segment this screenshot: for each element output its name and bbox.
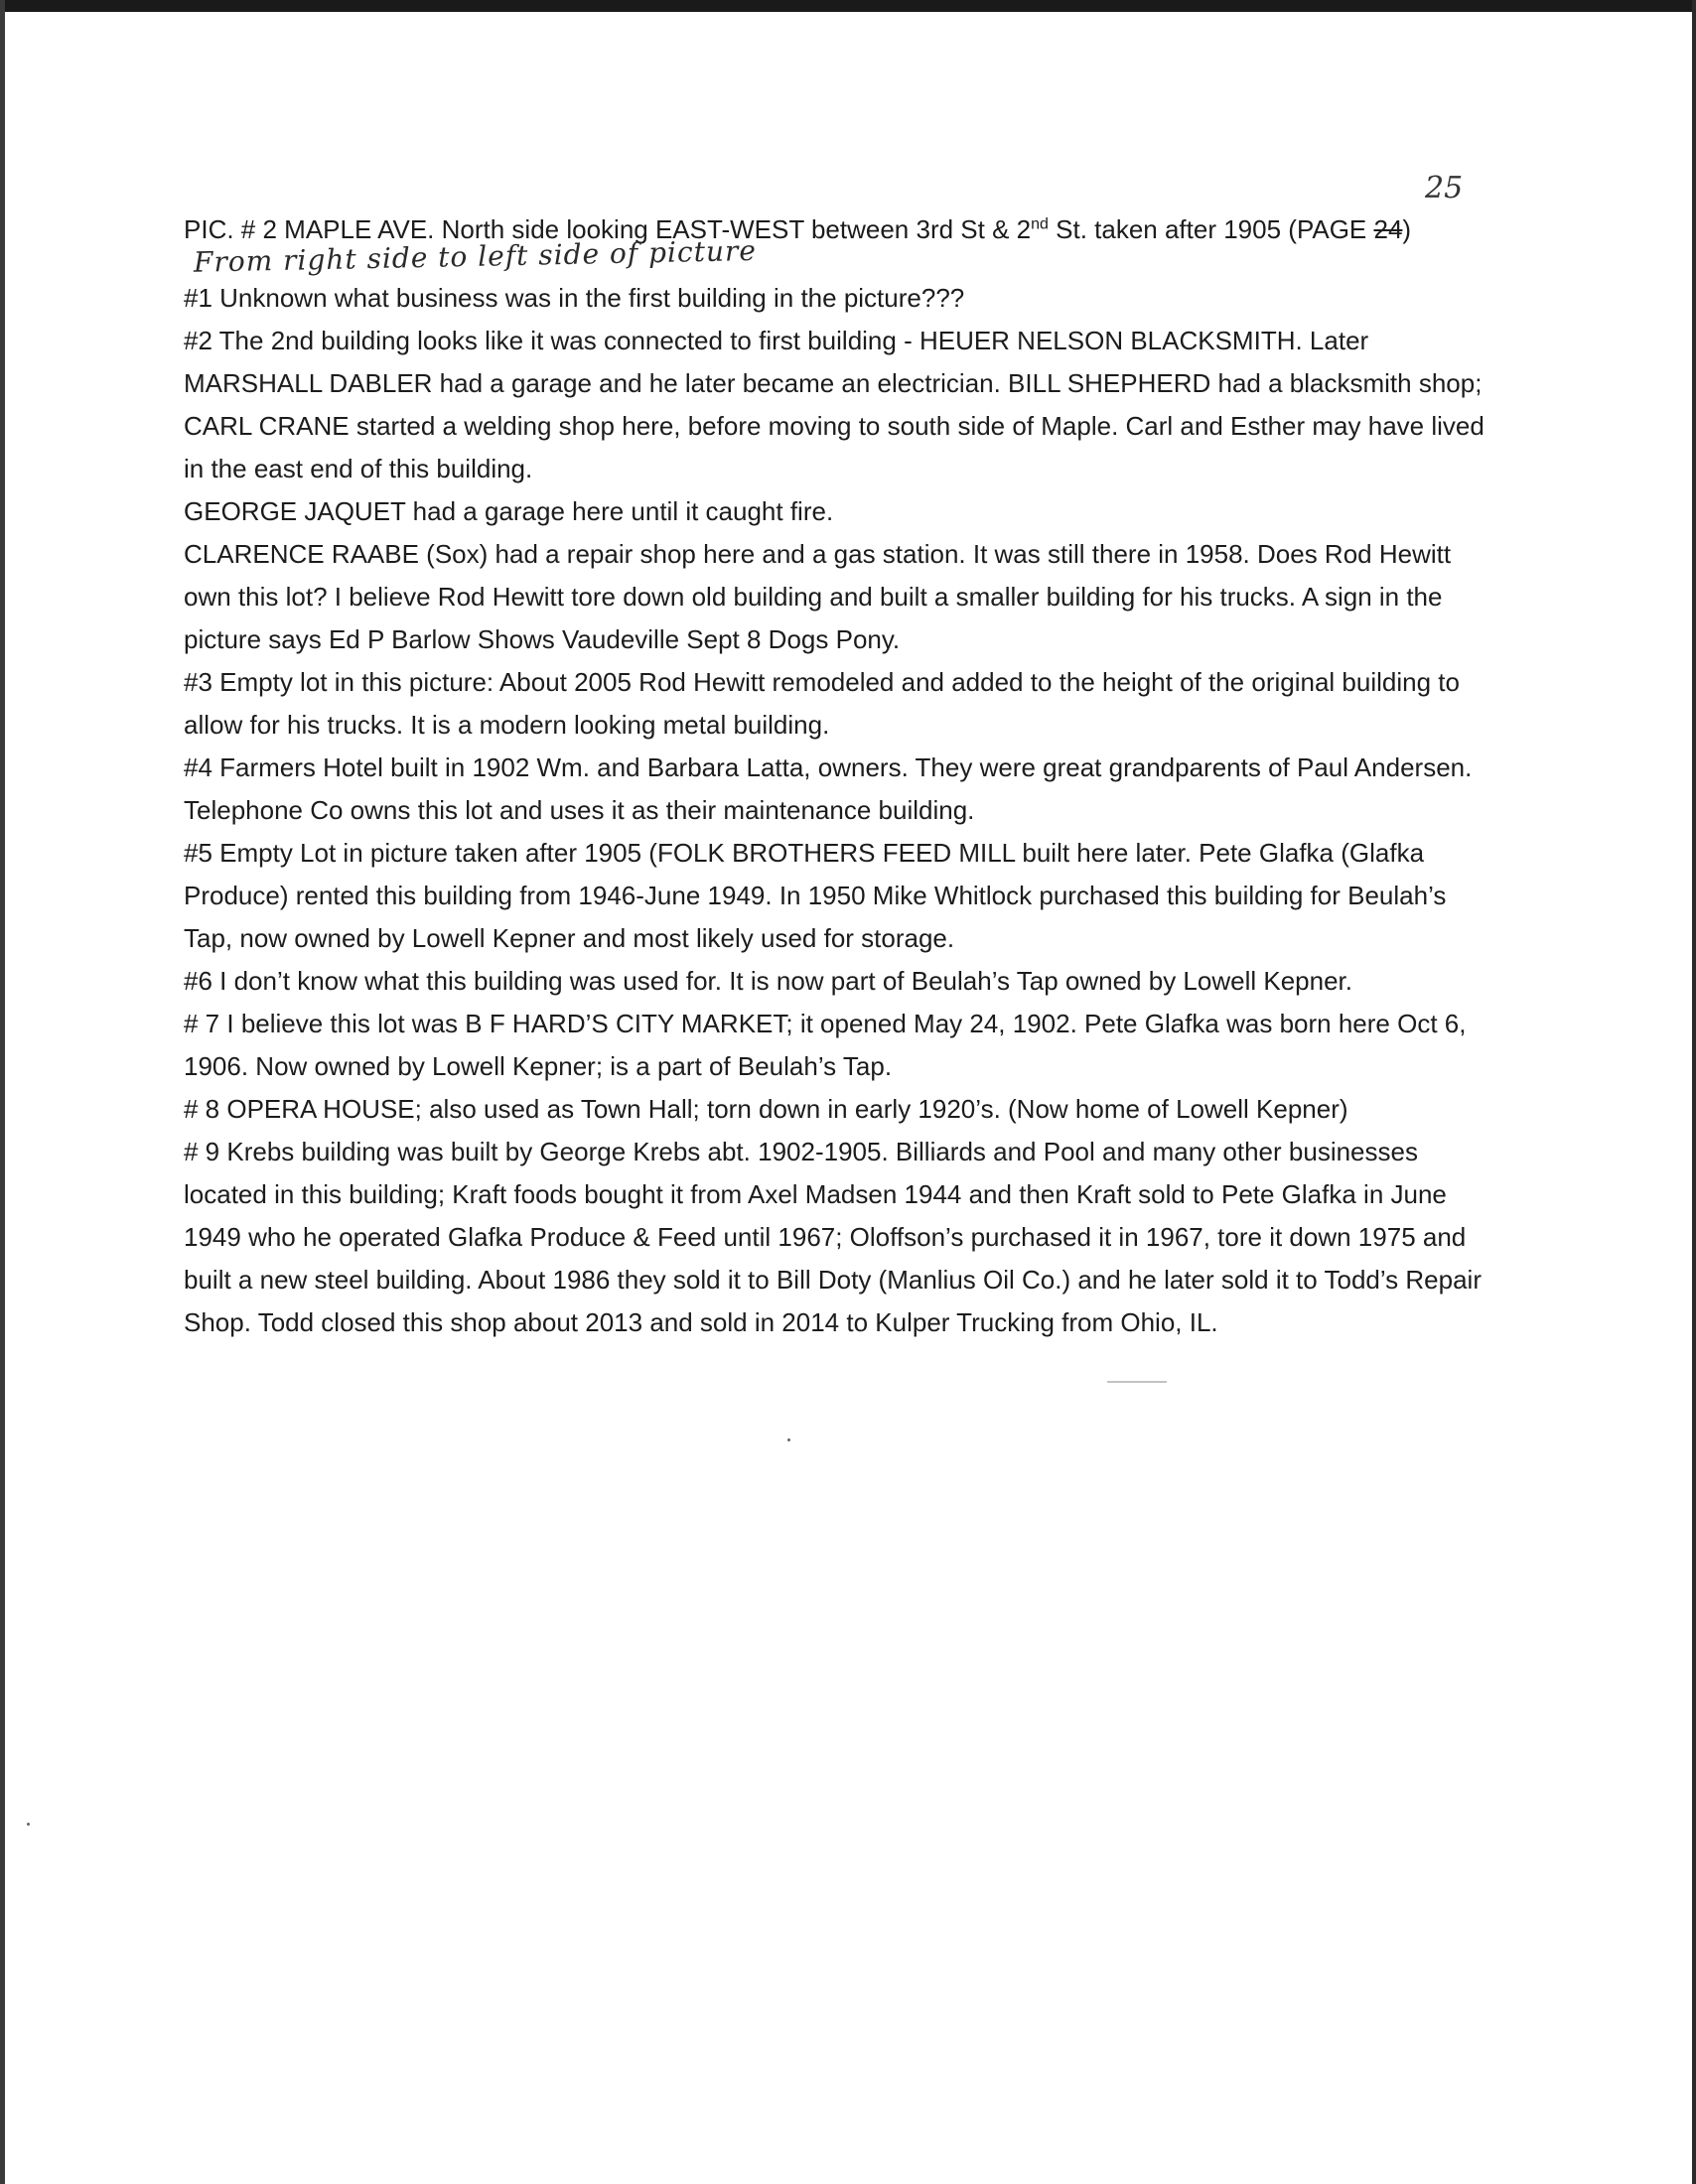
scan-stray-mark (1107, 1381, 1167, 1383)
scan-stray-dot (787, 1438, 790, 1441)
header-text-middle: St. taken after 1905 (PAGE (1048, 214, 1374, 244)
header-struck-page: 24 (1373, 214, 1403, 244)
header-superscript: nd (1031, 215, 1049, 233)
entry-1: #1 Unknown what business was in the first building in the picture??? (184, 283, 965, 313)
scan-border-left (0, 0, 5, 2184)
entry-5: #5 Empty Lot in picture taken after 1905 (FOLK BROTHERS FEED MILL built here later. Pete Glafka (Glafka Produce) rented this building from 1946-June 1949. In 1950 Mike Whitlock purchased this building for Beulah’s Tap, now owned by Lowell Kepner and most likely used for storage. (184, 838, 1447, 953)
entry-3: #3 Empty lot in this picture: About 2005 Rod Hewitt remodeled and added to the height of the original building to allow for his trucks. It is a modern looking metal building. (184, 667, 1460, 740)
handwritten-note: From right side to left side of picture (193, 233, 758, 279)
entry-jaquet: GEORGE JAQUET had a garage here until it caught fire. (184, 496, 834, 526)
entry-9: # 9 Krebs building was built by George Krebs abt. 1902-1905. Billiards and Pool and many other businesses located in this building; Kraft foods bought it from Axel Madsen 1944 and then Kraft sold to Pete Glafka in June 1949 who he operated Glafka Produce & Feed until 1967; Oloffson’s purchased it in 1967, tore it down 1975 and built a new steel building. About 1986 they sold it to Bill Doty (Manlius Oil Co.) and he later sold it to Todd’s Repair Shop. Todd closed this shop about 2013 and sold in 2014 to Kulper Trucking from Ohio, IL. (184, 1137, 1482, 1337)
entry-2: #2 The 2nd building looks like it was connected to first building - HEUER NELSON BLACKSMITH. Later MARSHALL DABLER had a garage and he later became an electrician. BILL SHEPHERD had a blacksmith shop; CARL CRANE started a welding shop here, before moving to south side of Maple. Carl and Esther may have lived in the east end of this building. (184, 326, 1484, 483)
entry-7: # 7 I believe this lot was B F HARD’S CITY MARKET; it opened May 24, 1902. Pete Glafka was born here Oct 6, 1906. Now owned by Lowell Kepner; is a part of Beulah’s Tap. (184, 1009, 1467, 1081)
entry-4: #4 Farmers Hotel built in 1902 Wm. and Barbara Latta, owners. They were great grandparents of Paul Andersen. Telephone Co owns this lot and uses it as their maintenance building. (184, 752, 1473, 825)
header-text-end: ) (1402, 214, 1412, 244)
entry-8: # 8 OPERA HOUSE; also used as Town Hall; torn down in early 1920’s. (Now home of Lowell Kepner) (184, 1094, 1348, 1124)
header-text-start: PIC. # 2 MAPLE AVE. North side looking EAST-WEST between 3rd St & 2 (184, 214, 1032, 244)
scan-stray-dot (27, 1823, 30, 1826)
entry-6: #6 I don’t know what this building was used for. It is now part of Beulah’s Tap owned by Lowell Kepner. (184, 966, 1352, 996)
document-page (184, 171, 1494, 1344)
entry-raabe: CLARENCE RAABE (Sox) had a repair shop here and a gas station. It was still there in 1958. Does Rod Hewitt own this lot? I believe Rod Hewitt tore down old building and built a smaller building for his trucks. A sign in the picture says Ed P Barlow Shows Vaudeville Sept 8 Dogs Pony. (184, 539, 1452, 654)
scan-border-top (0, 0, 1696, 12)
handwritten-page-number: 25 (1425, 171, 1464, 205)
scan-border-right (1692, 0, 1696, 2184)
